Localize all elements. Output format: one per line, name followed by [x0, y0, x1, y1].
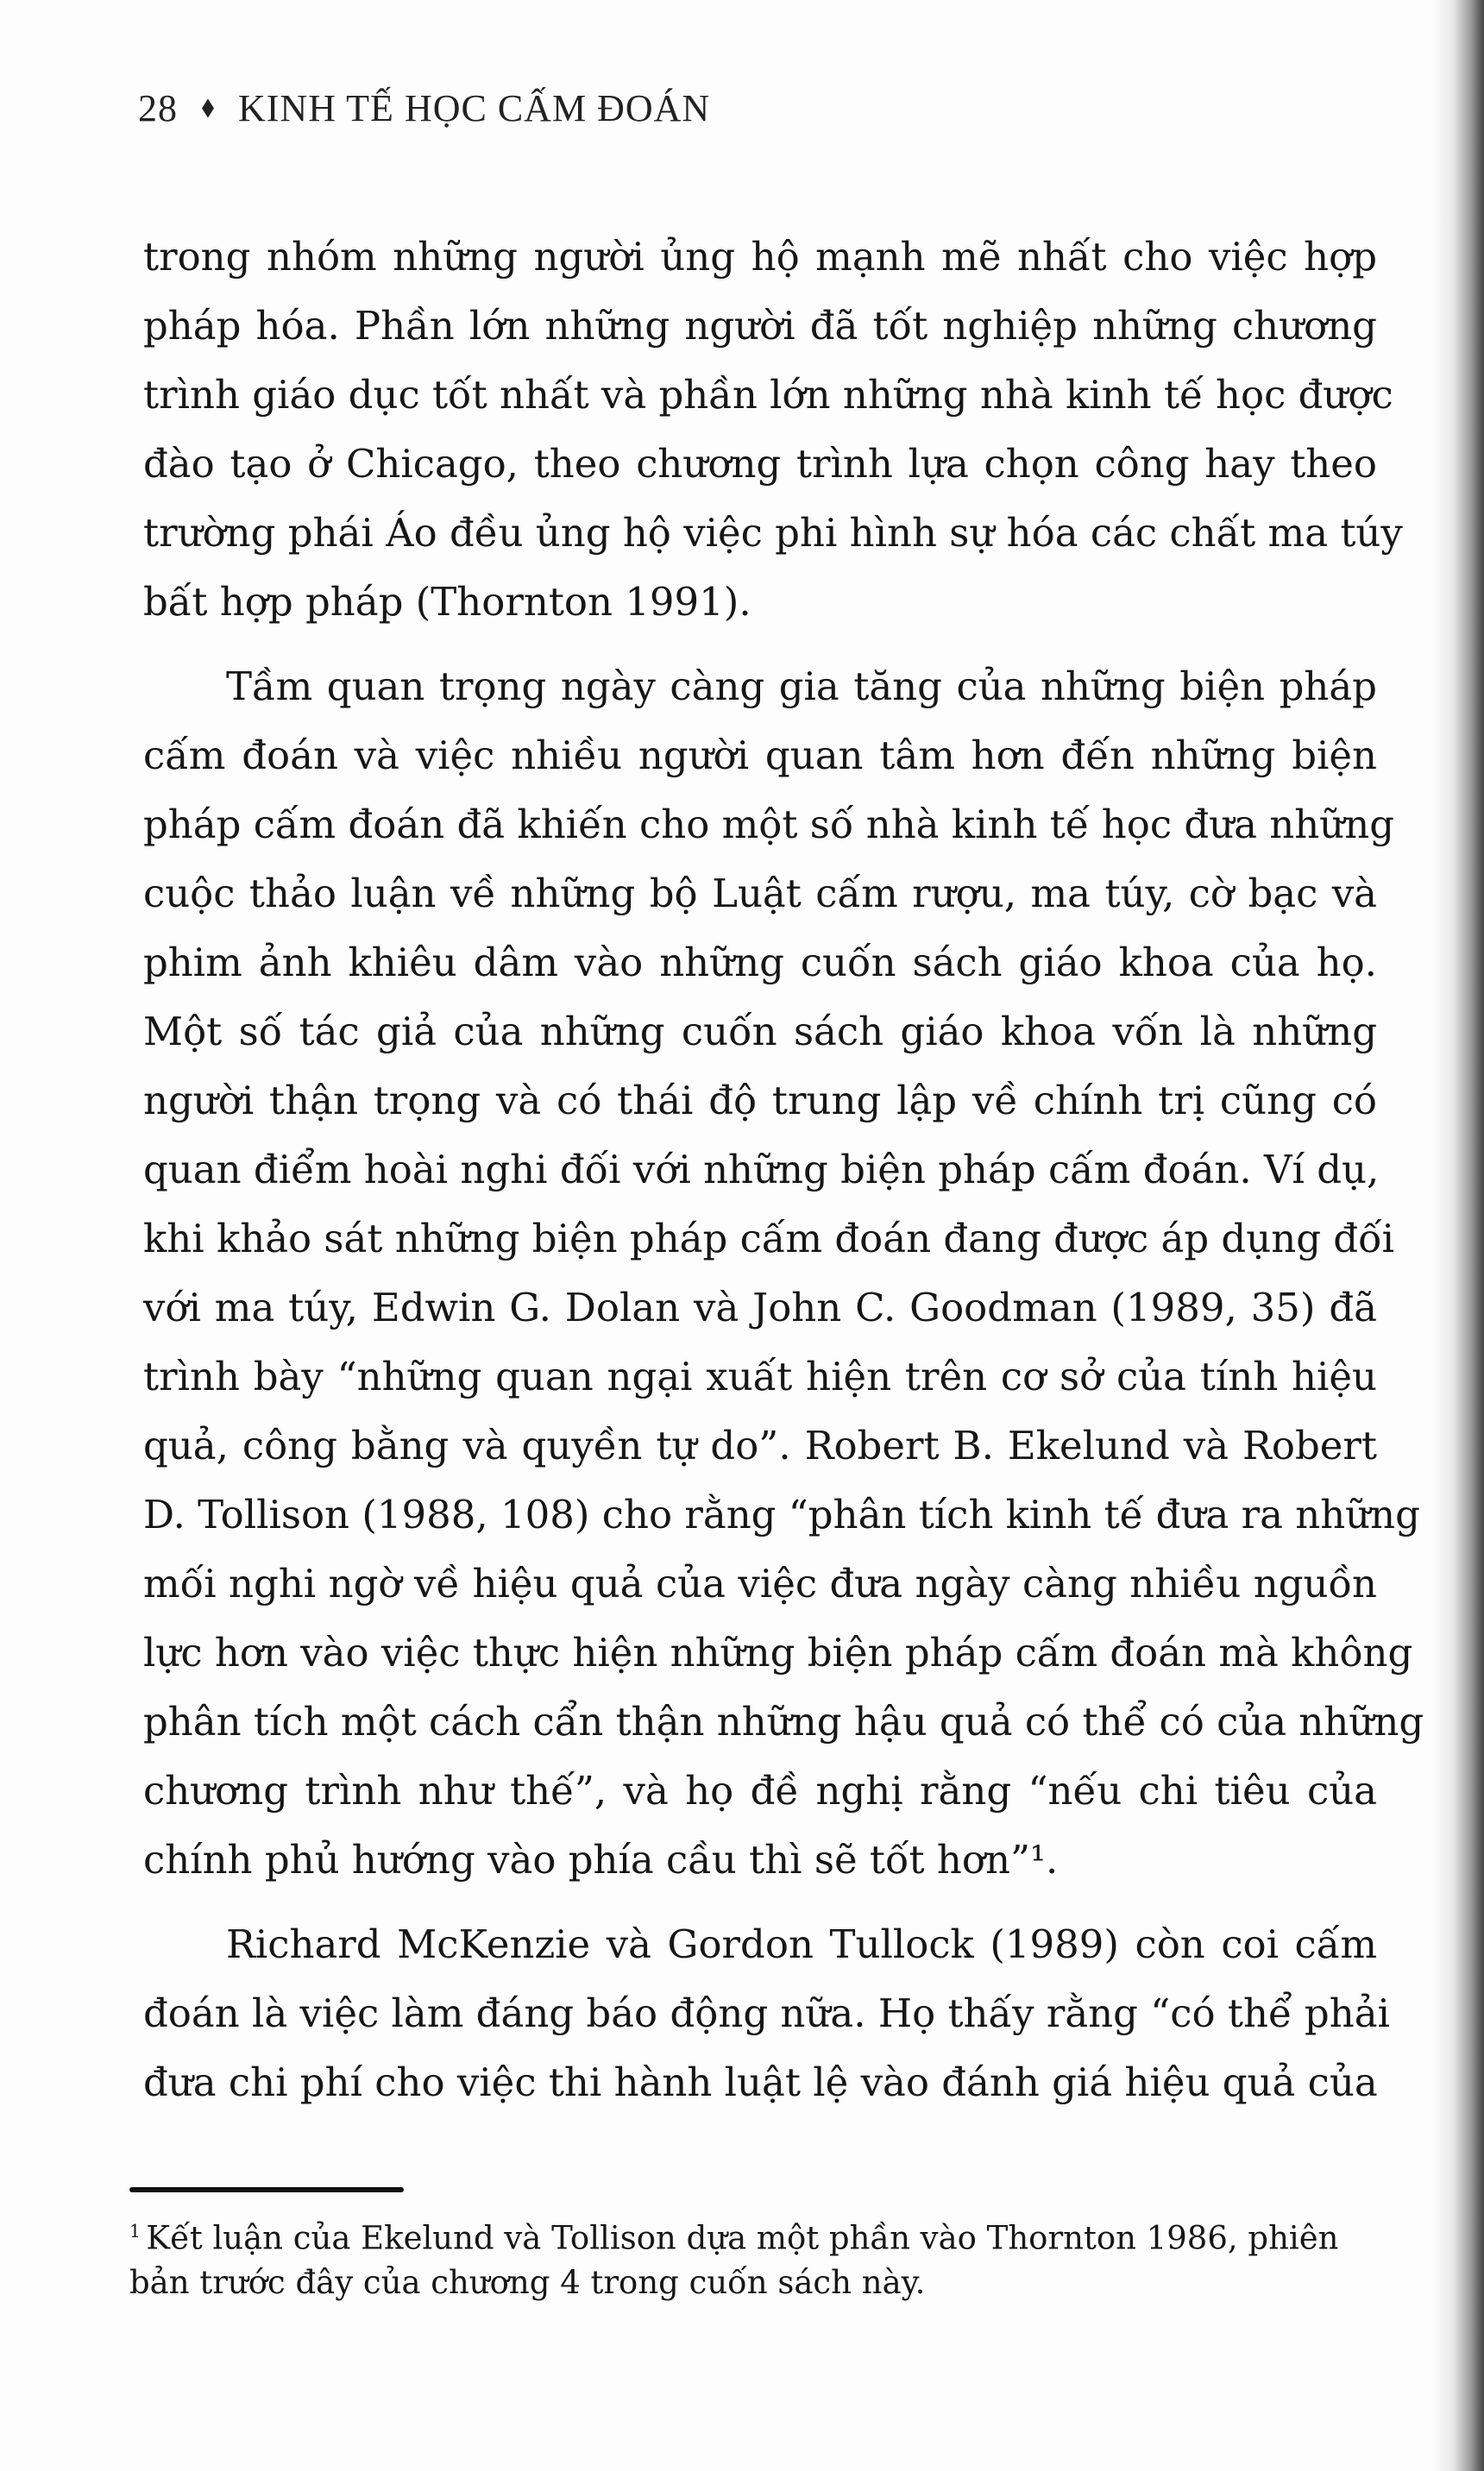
paragraph: [143, 223, 1403, 637]
text-line: trường phái Áo đều ủng hộ việc phi hình sự hóa các chất ma túy: [143, 510, 1403, 556]
footnote: [129, 2209, 1355, 2305]
text-line: trình bày “những quan ngại xuất hiện trên cơ sở của tính hiệu: [143, 1354, 1377, 1399]
text-line: Richard McKenzie và Gordon Tullock (1989) còn coi cấm: [226, 1921, 1377, 1967]
text-line: quả, công bằng và quyền tự do”. Robert B. Ekelund và Robert: [143, 1423, 1377, 1468]
text-line: đào tạo ở Chicago, theo chương trình lựa chọn công hay theo: [143, 441, 1377, 487]
footnote-line: [129, 2209, 1355, 2260]
footnote-text: bản trước đây của chương 4 trong cuốn sách này.: [129, 2264, 926, 2302]
text-line: quan điểm hoài nghi đối với những biện pháp cấm đoán. Ví dụ,: [143, 1147, 1380, 1192]
text-line: trình giáo dục tốt nhất và phần lớn những nhà kinh tế học được: [143, 372, 1393, 418]
diamond-ornament-icon: [202, 99, 214, 118]
text-line: cuộc thảo luận về những bộ Luật cấm rượu, ma túy, cờ bạc và: [143, 871, 1377, 916]
text-line: pháp cấm đoán đã khiến cho một số nhà kinh tế học đưa những: [143, 802, 1395, 847]
book-title: KINH TẾ HỌC CẤM ĐOÁN: [238, 87, 711, 129]
text-line: bất hợp pháp (Thornton 1991).: [143, 579, 751, 625]
text-line: cấm đoán và việc nhiều người quan tâm hơn đến những biện: [143, 732, 1377, 778]
page-number: 28: [138, 87, 178, 129]
text-line: trong nhóm những người ủng hộ mạnh mẽ nhất cho việc hợp: [143, 234, 1377, 280]
paragraph: [143, 652, 1424, 1895]
book-spine-shadow: [1432, 0, 1484, 2471]
text-line: khi khảo sát những biện pháp cấm đoán đang được áp dụng đối: [143, 1216, 1395, 1261]
text-line: đưa chi phí cho việc thi hành luật lệ vào đánh giá hiệu quả của: [143, 2059, 1378, 2105]
text-line: Tầm quan trọng ngày càng gia tăng của những biện pháp: [226, 663, 1377, 709]
footnote-text: Kết luận của Ekelund và Tollison dựa một phần vào Thornton 1986, phiên: [146, 2219, 1339, 2257]
text-line: lực hơn vào việc thực hiện những biện pháp cấm đoán mà không: [143, 1630, 1413, 1676]
footnote-line: [129, 2260, 1355, 2305]
body-text: [143, 223, 1424, 2133]
footnote-marker: 1: [129, 2221, 147, 2242]
text-line: chương trình như thế”, và họ đề nghị rằng “nếu chi tiêu của: [143, 1768, 1377, 1814]
text-line: D. Tollison (1988, 108) cho rằng “phân tích kinh tế đưa ra những: [143, 1492, 1420, 1537]
running-header: [138, 86, 710, 130]
text-line: người thận trọng và có thái độ trung lập về chính trị cũng có: [143, 1078, 1377, 1123]
text-line: với ma túy, Edwin G. Dolan và John C. Goodman (1989, 35) đã: [143, 1285, 1377, 1330]
footnote-rule: [129, 2187, 404, 2192]
text-line: chính phủ hướng vào phía cầu thì sẽ tốt hơn”¹.: [143, 1837, 1059, 1883]
text-line: đoán là việc làm đáng báo động nữa. Họ thấy rằng “có thể phải: [143, 1990, 1390, 2036]
text-line: mối nghi ngờ về hiệu quả của việc đưa ngày càng nhiều nguồn: [143, 1561, 1377, 1606]
paragraph: [143, 1910, 1390, 2117]
text-line: pháp hóa. Phần lớn những người đã tốt nghiệp những chương: [143, 303, 1377, 349]
text-line: phim ảnh khiêu dâm vào những cuốn sách giáo khoa của họ.: [143, 940, 1377, 985]
text-line: Một số tác giả của những cuốn sách giáo khoa vốn là những: [143, 1009, 1377, 1054]
text-line: phân tích một cách cẩn thận những hậu quả có thể có của những: [143, 1699, 1424, 1745]
